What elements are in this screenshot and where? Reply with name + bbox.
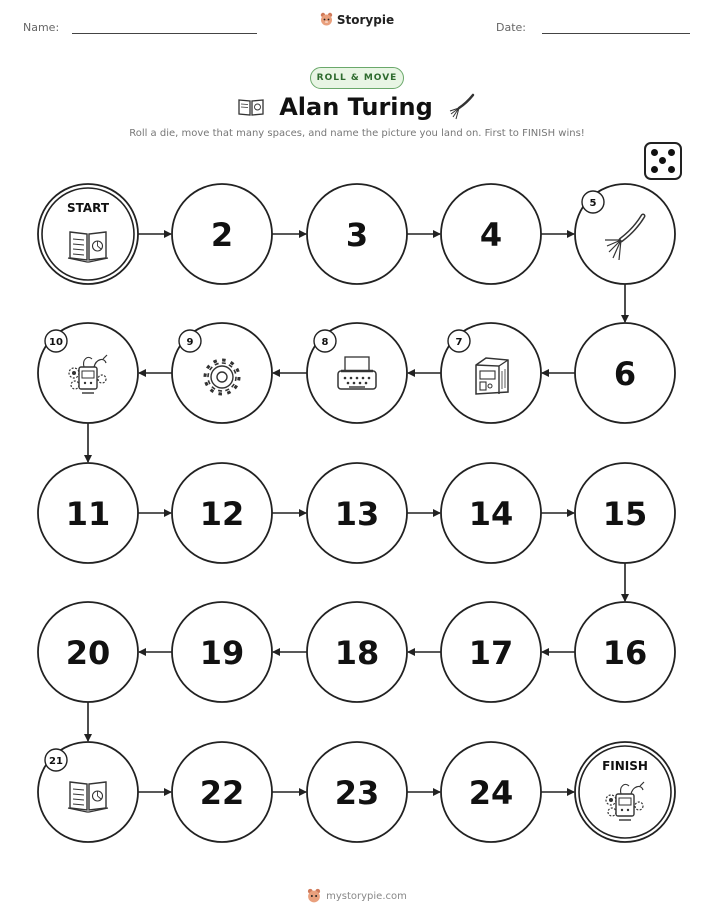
space-number: 17 bbox=[468, 634, 514, 672]
brand-name: Storypie bbox=[336, 12, 395, 27]
space-circle bbox=[575, 742, 675, 842]
board-space-9 bbox=[172, 323, 272, 423]
space-number: 16 bbox=[602, 634, 648, 672]
space-number: 15 bbox=[602, 495, 648, 533]
board-space-22 bbox=[172, 742, 272, 842]
page-title: Alan Turing bbox=[279, 93, 433, 121]
board-space-25 bbox=[575, 742, 675, 842]
board-space-12 bbox=[172, 463, 272, 563]
space-number: 7 bbox=[455, 337, 463, 348]
board-space-5 bbox=[575, 184, 675, 284]
board-space-24 bbox=[441, 742, 541, 842]
space-number: 24 bbox=[468, 774, 514, 812]
board-space-17 bbox=[441, 602, 541, 702]
storypie-logo-icon bbox=[307, 888, 321, 904]
board-spaces bbox=[38, 184, 675, 842]
space-number: 5 bbox=[589, 198, 597, 209]
space-number: 20 bbox=[65, 634, 111, 672]
board-space-20 bbox=[38, 602, 138, 702]
space-number: 11 bbox=[65, 495, 111, 533]
board-space-2 bbox=[172, 184, 272, 284]
board-space-19 bbox=[172, 602, 272, 702]
roll-and-move-badge: ROLL & MOVE bbox=[310, 67, 404, 89]
space-number: 8 bbox=[321, 337, 329, 348]
space-circle bbox=[38, 184, 138, 284]
start-label: START bbox=[66, 201, 110, 215]
space-number: 23 bbox=[334, 774, 380, 812]
space-number: 6 bbox=[613, 355, 637, 393]
board-space-16 bbox=[575, 602, 675, 702]
board-space-13 bbox=[307, 463, 407, 563]
board-space-6 bbox=[575, 323, 675, 423]
board-space-15 bbox=[575, 463, 675, 563]
space-number: 21 bbox=[49, 756, 63, 767]
board-space-10 bbox=[38, 323, 138, 423]
board-space-23 bbox=[307, 742, 407, 842]
footer-url: mystorypie.com bbox=[326, 890, 407, 902]
instructions: Roll a die, move that many spaces, and name the picture you land on. First to FINISH wins! bbox=[129, 128, 585, 139]
space-number: 10 bbox=[49, 337, 63, 348]
space-number: 14 bbox=[468, 495, 514, 533]
space-number: 4 bbox=[479, 216, 503, 254]
board-space-11 bbox=[38, 463, 138, 563]
name-label: Name: bbox=[23, 21, 60, 34]
space-number: 18 bbox=[334, 634, 380, 672]
board-space-4 bbox=[441, 184, 541, 284]
board-space-8 bbox=[307, 323, 407, 423]
space-number: 12 bbox=[199, 495, 245, 533]
space-number: 9 bbox=[186, 337, 194, 348]
space-number: 19 bbox=[199, 634, 245, 672]
space-number: 22 bbox=[199, 774, 245, 812]
board-space-3 bbox=[307, 184, 407, 284]
space-number: 13 bbox=[334, 495, 380, 533]
footer bbox=[0, 888, 714, 907]
finish-label: FINISH bbox=[602, 759, 648, 773]
board-space-18 bbox=[307, 602, 407, 702]
board-space-21 bbox=[38, 742, 138, 842]
date-label: Date: bbox=[496, 21, 526, 34]
board-space-14 bbox=[441, 463, 541, 563]
space-number: 2 bbox=[210, 216, 234, 254]
board-space-7 bbox=[441, 323, 541, 423]
space-number: 3 bbox=[345, 216, 369, 254]
board-space-1 bbox=[38, 184, 138, 284]
